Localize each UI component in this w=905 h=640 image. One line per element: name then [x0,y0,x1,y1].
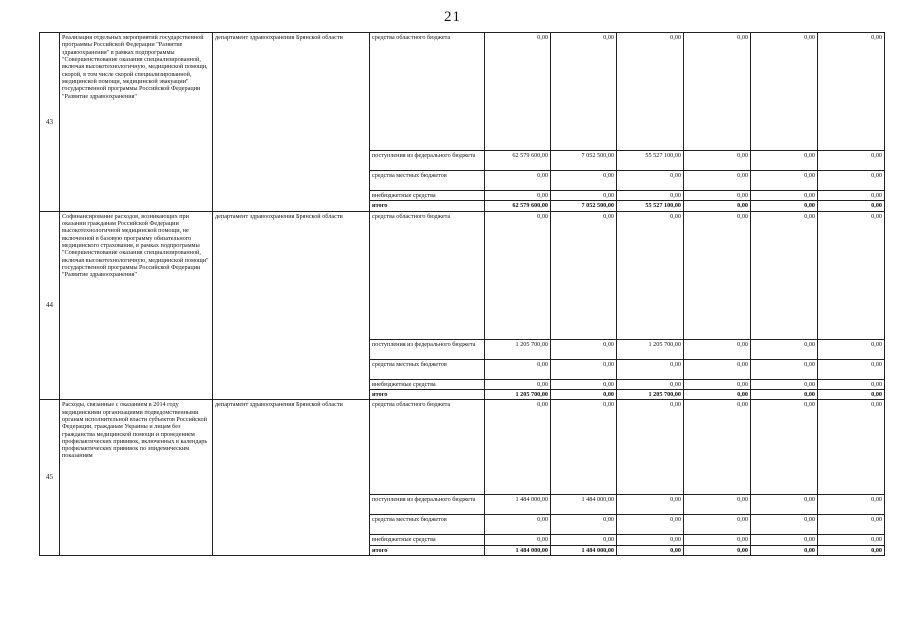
amount-cell: 0,00 [818,545,885,555]
amount-cell: 1 484 000,00 [485,495,551,515]
amount-cell: 0,00 [684,33,751,151]
amount-cell: 0,00 [751,359,818,379]
amount-cell: 0,00 [485,535,551,545]
entry-name: Софинансирование расходов, возникающих при оказании гражданам Российской Федерации высокотехнологичной медицинской помощи, не включенной в базовую программу обязательного медицинского страхования, в рамках подпрограммы "Совершенствование оказания специализированной, включая высокотехнологичную, медицинской помощи" государственной программы Российской Федерации "Развитие здравоохранения" [60,211,213,400]
entry-name: Реализация отдельных мероприятий государственной программы Российской Федерации "Развитие здравоохранения" в рамках подпрограммы "Совершенствование оказания специализированной, включая высокотехнологичную, медицинской помощи, скорой, в том числе скорой специализированной, медицинской помощи, медицинской эвакуации" государственной программы Российской Федерации "Развитие здравоохранения" [60,33,213,212]
amount-cell: 0,00 [751,535,818,545]
amount-cell: 62 579 600,00 [485,151,551,171]
amount-cell: 7 052 500,00 [551,151,617,171]
amount-cell: 1 484 000,00 [485,545,551,555]
amount-cell: 0,00 [818,171,885,191]
amount-cell: 1 205 700,00 [617,389,684,399]
funding-source: поступления из федерального бюджета [370,151,485,171]
entry-name: Расходы, связанные с оказанием в 2014 году медицинскими организациями подведомственными органам исполнительной власти субъектов Российской Федерации, гражданам Украины и лицам без гражданства медицинской помощи и проведением профилактических прививок, включенных в календарь профилактических прививок по эпидемическим показаниям [60,400,213,556]
entry-number: 45 [40,400,60,556]
amount-cell: 62 579 600,00 [485,201,551,211]
amount-cell: 0,00 [485,171,551,191]
amount-cell: 0,00 [617,191,684,201]
amount-cell: 0,00 [751,545,818,555]
amount-cell: 0,00 [684,495,751,515]
amount-cell: 1 484 000,00 [551,495,617,515]
amount-cell: 0,00 [551,171,617,191]
amount-cell: 7 052 500,00 [551,201,617,211]
amount-cell: 0,00 [617,379,684,389]
amount-cell: 0,00 [551,515,617,535]
funding-source: средства областного бюджета [370,400,485,495]
amount-cell: 0,00 [818,515,885,535]
amount-cell: 0,00 [551,211,617,339]
amount-cell: 0,00 [751,400,818,495]
amount-cell: 0,00 [485,191,551,201]
amount-cell: 0,00 [751,201,818,211]
amount-cell: 0,00 [684,339,751,359]
amount-cell: 0,00 [617,545,684,555]
amount-cell: 0,00 [617,211,684,339]
amount-cell: 0,00 [818,151,885,171]
table-row [40,400,885,495]
amount-cell: 0,00 [485,211,551,339]
amount-cell: 0,00 [551,33,617,151]
table-row [40,211,885,339]
amount-cell: 0,00 [818,495,885,515]
funding-source: средства местных бюджетов [370,359,485,379]
amount-cell: 0,00 [818,535,885,545]
funding-source: внебюджетные средства [370,535,485,545]
amount-cell: 0,00 [551,191,617,201]
amount-cell: 0,00 [551,379,617,389]
amount-cell: 0,00 [684,400,751,495]
amount-cell: 0,00 [617,171,684,191]
amount-cell: 55 527 100,00 [617,151,684,171]
amount-cell: 0,00 [684,211,751,339]
amount-cell: 0,00 [751,495,818,515]
funding-source: поступления из федерального бюджета [370,495,485,515]
amount-cell: 0,00 [751,339,818,359]
entry-number: 43 [40,33,60,212]
amount-cell: 0,00 [684,171,751,191]
funding-source: средства областного бюджета [370,211,485,339]
entry-executor: департамент здравоохранения Брянской области [213,33,370,212]
amount-cell: 0,00 [818,339,885,359]
amount-cell: 0,00 [818,33,885,151]
amount-cell: 0,00 [751,379,818,389]
amount-cell: 0,00 [617,535,684,545]
amount-cell: 0,00 [684,389,751,399]
amount-cell: 0,00 [617,400,684,495]
amount-cell: 0,00 [818,389,885,399]
amount-cell: 0,00 [818,201,885,211]
funding-source: итого [370,545,485,555]
amount-cell: 0,00 [684,191,751,201]
amount-cell: 0,00 [551,535,617,545]
amount-cell: 0,00 [485,400,551,495]
amount-cell: 0,00 [751,171,818,191]
entry-executor: департамент здравоохранения Брянской области [213,211,370,400]
amount-cell: 0,00 [485,379,551,389]
amount-cell: 0,00 [684,535,751,545]
amount-cell: 0,00 [751,515,818,535]
amount-cell: 0,00 [818,379,885,389]
page-number: 21 [444,9,461,25]
amount-cell: 1 205 700,00 [485,339,551,359]
funding-source: средства местных бюджетов [370,171,485,191]
funding-source: итого [370,389,485,399]
funding-source: поступления из федерального бюджета [370,339,485,359]
amount-cell: 0,00 [551,389,617,399]
amount-cell: 0,00 [485,33,551,151]
funding-source: средства областного бюджета [370,33,485,151]
amount-cell: 0,00 [684,201,751,211]
entry-number: 44 [40,211,60,400]
funding-source: итого [370,201,485,211]
amount-cell: 0,00 [617,495,684,515]
budget-table [39,32,885,556]
amount-cell: 0,00 [818,191,885,201]
amount-cell: 1 205 700,00 [617,339,684,359]
amount-cell: 0,00 [684,545,751,555]
amount-cell: 0,00 [684,379,751,389]
amount-cell: 0,00 [818,400,885,495]
amount-cell: 0,00 [751,151,818,171]
amount-cell: 0,00 [485,515,551,535]
amount-cell: 0,00 [818,359,885,379]
amount-cell: 0,00 [684,515,751,535]
amount-cell: 1 205 700,00 [485,389,551,399]
amount-cell: 0,00 [551,400,617,495]
amount-cell: 0,00 [751,33,818,151]
funding-source: внебюджетные средства [370,379,485,389]
amount-cell: 55 527 100,00 [617,201,684,211]
amount-cell: 0,00 [684,151,751,171]
funding-source: внебюджетные средства [370,191,485,201]
amount-cell: 0,00 [818,211,885,339]
amount-cell: 0,00 [551,359,617,379]
amount-cell: 0,00 [617,359,684,379]
amount-cell: 0,00 [751,211,818,339]
amount-cell: 0,00 [751,389,818,399]
table-row [40,33,885,151]
amount-cell: 1 484 000,00 [551,545,617,555]
entry-executor: департамент здравоохранения Брянской области [213,400,370,556]
amount-cell: 0,00 [684,359,751,379]
amount-cell: 0,00 [751,191,818,201]
amount-cell: 0,00 [617,515,684,535]
amount-cell: 0,00 [617,33,684,151]
amount-cell: 0,00 [485,359,551,379]
funding-source: средства местных бюджетов [370,515,485,535]
amount-cell: 0,00 [551,339,617,359]
